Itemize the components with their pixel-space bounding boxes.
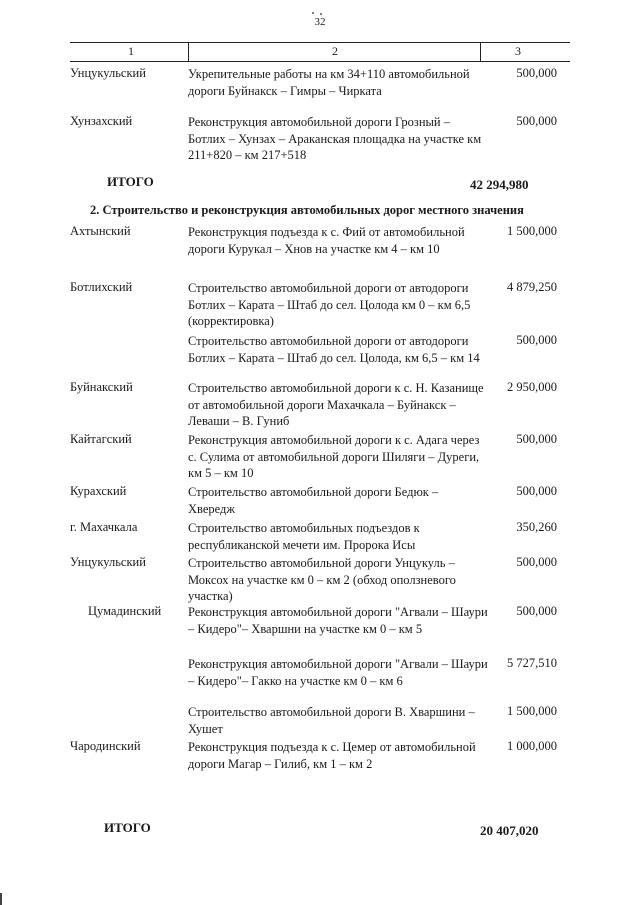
district-name: Буйнакский bbox=[70, 380, 133, 394]
amount-value: 500,000 bbox=[516, 555, 557, 569]
section-total-label: ИТОГО bbox=[104, 820, 151, 835]
amount-value: 500,000 bbox=[516, 604, 557, 618]
project-description: Строительство автомобильной дороги к с. Н. Казанище от автомобильной дороги Махачкала – Буйнакск – Леваши – В. Гуниб bbox=[188, 381, 484, 428]
district-name: Цумадинский bbox=[88, 604, 162, 618]
project-description: Реконструкция автомобильной дороги к с. Адага через с. Сулима от автомобильной дороги Шиляги – Дуреги, км 5 – км 10 bbox=[188, 433, 480, 480]
amount-value: 500,000 bbox=[516, 432, 557, 446]
district-name: Чародинский bbox=[70, 739, 141, 753]
column-divider bbox=[480, 43, 481, 61]
amount-value: 500,000 bbox=[516, 114, 557, 128]
project-description: Строительство автомобильных подъездов к республиканской мечети им. Пророка Исы bbox=[188, 521, 420, 552]
project-description: Реконструкция автомобильной дороги "Агвали – Шаури – Кидеро"– Хваршни на участке км 0 – км 5 bbox=[188, 605, 488, 636]
column-divider bbox=[188, 43, 189, 61]
amount-value: 1 500,000 bbox=[507, 224, 557, 238]
amount-value: 2 950,000 bbox=[507, 380, 557, 394]
column-header-3: 3 bbox=[515, 44, 521, 58]
project-description: Укрепительные работы на км 34+110 автомобильной дороги Буйнакск – Гимры – Чирката bbox=[188, 67, 470, 98]
amount-value: 500,000 bbox=[516, 333, 557, 347]
amount-value: 500,000 bbox=[516, 484, 557, 498]
project-description: Реконструкция подъезда к с. Фий от автомобильной дороги Курукал – Хнов на участке км 4 – км 10 bbox=[188, 225, 465, 256]
column-header-1: 1 bbox=[128, 44, 134, 58]
district-name: Кайтагский bbox=[70, 432, 132, 446]
project-description: Реконструкция подъезда к с. Цемер от автомобильной дороги Магар – Гилиб, км 1 – км 2 bbox=[188, 740, 476, 771]
section-heading: 2. Строительство и реконструкция автомобильных дорог местного значения bbox=[90, 203, 524, 217]
project-description: Реконструкция автомобильной дороги "Агвали – Шаури – Кидеро"– Гакко на участке км 0 – км 6 bbox=[188, 657, 488, 688]
column-header-row bbox=[70, 42, 570, 62]
district-name: Хунзахский bbox=[70, 114, 133, 128]
amount-value: 1 500,000 bbox=[507, 704, 557, 718]
project-description: Строительство автомобильной дороги В. Хваршини – Хушет bbox=[188, 705, 475, 736]
section-total-label: ИТОГО bbox=[107, 174, 154, 189]
district-name: Ботлихский bbox=[70, 280, 133, 294]
section-total-value: 42 294,980 bbox=[470, 177, 529, 192]
page-number: 32 bbox=[314, 16, 326, 28]
project-description: Строительство автомобильной дороги Унцукуль – Моксох на участке км 0 – км 2 (обход оползневого участка) bbox=[188, 556, 456, 603]
section-total-value: 20 407,020 bbox=[480, 823, 539, 838]
scan-speck bbox=[320, 13, 322, 15]
amount-value: 500,000 bbox=[516, 66, 557, 80]
scan-speck bbox=[312, 12, 314, 14]
project-description: Строительство автомобильной дороги Бедюк – Хвередж bbox=[188, 485, 439, 516]
project-description: Строительство автомобильной дороги от автодороги Ботлих – Карата – Штаб до сел. Цолода, км 6,5 – км 14 bbox=[188, 334, 480, 365]
amount-value: 5 727,510 bbox=[507, 656, 557, 670]
amount-value: 350,260 bbox=[516, 520, 557, 534]
amount-value: 4 879,250 bbox=[507, 280, 557, 294]
district-name: Унцукульский bbox=[70, 555, 146, 569]
district-name: Унцукульский bbox=[70, 66, 146, 80]
project-description: Реконструкция автомобильной дороги Грозный – Ботлих – Хунзах – Араканская площадка на участке км 211+820 – км 217+518 bbox=[188, 115, 482, 162]
district-name: Ахтынский bbox=[70, 224, 131, 238]
district-name: Курахский bbox=[70, 484, 127, 498]
amount-value: 1 000,000 bbox=[507, 739, 557, 753]
scan-edge-mark bbox=[0, 893, 10, 905]
project-description: Строительство автомобильной дороги от автодороги Ботлих – Карата – Штаб до сел. Цолода км 0 – км 6,5 (корректировка) bbox=[188, 281, 471, 328]
district-name: г. Махачкала bbox=[70, 520, 138, 534]
column-header-2: 2 bbox=[332, 44, 338, 58]
